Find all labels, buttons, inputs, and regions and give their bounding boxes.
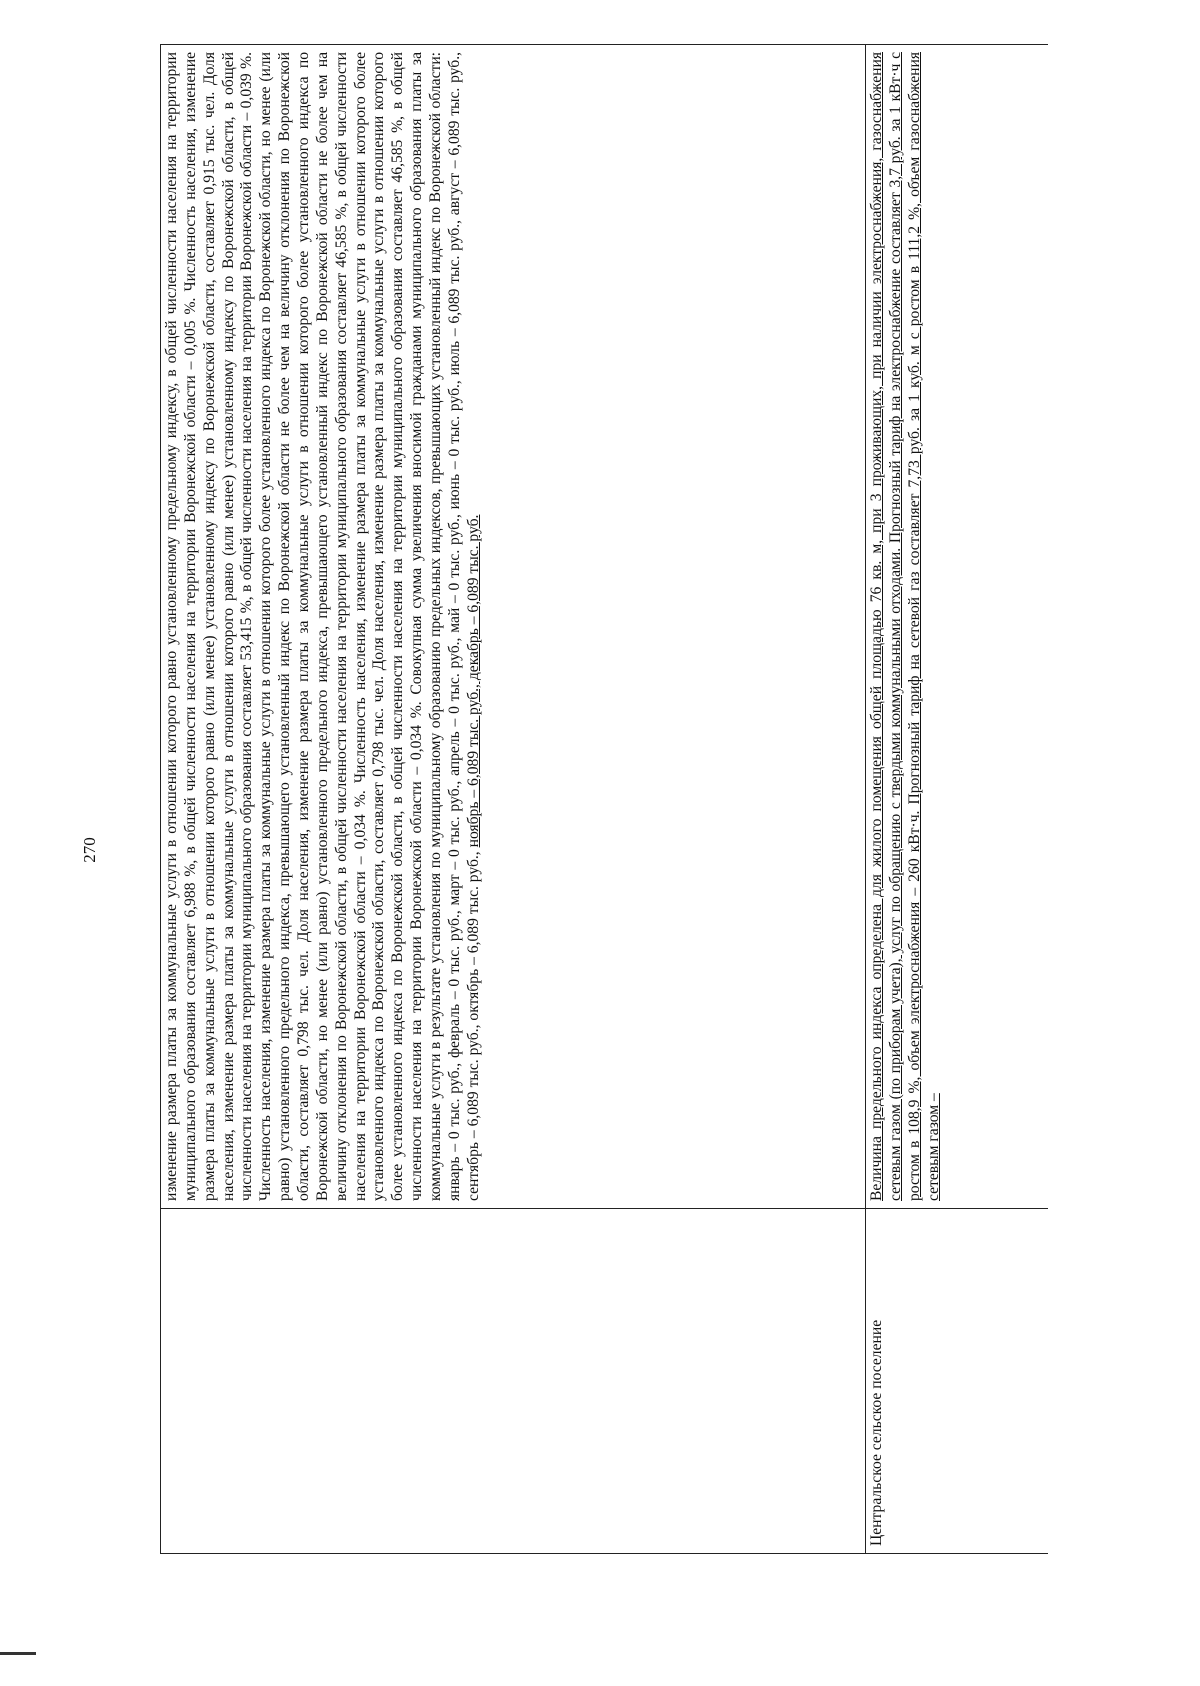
scan-edge-mark bbox=[0, 1652, 36, 1655]
page-number: 270 bbox=[80, 837, 99, 863]
description-cell bbox=[866, 45, 1049, 1209]
municipal-index-table bbox=[160, 44, 1048, 1554]
municipality-name-cell: Центральское сельское поселение bbox=[866, 1209, 1049, 1554]
description-cell bbox=[161, 45, 866, 1209]
description-text-underlined: ноябрь – 6,089 тыс. руб., декабрь – 6,089 тыс. руб. bbox=[464, 514, 482, 848]
table-row bbox=[161, 45, 866, 1554]
table-row bbox=[866, 45, 1049, 1554]
municipality-name-cell bbox=[161, 1209, 866, 1554]
description-text: изменение размера платы за коммунальные услуги в отношении которого равно установленному предельному индексу, в общей численности населения на территории муниципального образования составляет 6,988 %, в общей численности населения на территории Воронежской области – 0,005 %. Численность населения, изменение размера платы за коммунальные услуги в отношении которого равно (или менее) установленному индексу по Воронежской области, составляет 0,915 тыс. чел. Доля населения, изменение размера платы за коммунальные услуги в отношении которого равно (или менее) установленному индексу по Воронежской области, в общей численности населения на территории муниципального образования составляет 53,415 %, в общей численности населения на территории Воронежской области – 0,039 %. Численность населения, изменение размера платы за коммунальные услуги в отношении которого более установленного индекса по Воронежской области, но менее (или равно) установленного предельного индекса, превышающего установленный индекс по Воронежской области не более чем на величину отклонения по Воронежской области, составляет 0,798 тыс. чел. Доля населения, изменение размера платы за коммунальные услуги в отношении которого более установленного индекса по Воронежской области, но менее (или равно) установленного предельного индекса, превышающего установленный индекс по Воронежской области не более чем на величину отклонения по Воронежской области, в общей численности населения на территории муниципального образования составляет 46,585 %, в общей численности населения на территории Воронежской области – 0,034 %. Численность населения, изменение размера платы за коммунальные услуги в отношении которого более установленного индекса по Воронежской области, составляет 0,798 тыс. чел. Доля населения, изменение размера платы за коммунальные услуги в отношении которого более установленного индекса по Воронежской области, в общей численности населения на территории муниципального образования составляет 46,585 %, в общей численности населения на территории Воронежской области – 0,034 %. Совокупная сумма увеличения вносимой гражданами муниципального образования платы за коммунальные услуги в результате установления по муниципальному образованию предельных индексов, превышающих установленный индекс по Воронежской области: январь – 0 тыс. руб., февраль – 0 тыс. руб., март – 0 тыс. руб., апрель – 0 тыс. руб., май – 0 тыс. руб., июнь – 0 тыс. руб., июль – 6,089 тыс. руб., август – 6,089 тыс. руб., сентябрь – 6,089 тыс. руб., октябрь – 6,089 тыс. руб., bbox=[163, 52, 482, 1201]
description-text: Величина предельного индекса определена для жилого помещения общей площадью 76 кв. м, при 3 проживающих, при наличии электроснабжения, газоснабжения сетевым газом (по приборам учета), услуг по обращению с твердыми коммунальными отходами. Прогнозный тариф на электроснабжение составляет 3,7 руб. за 1 кВт·ч с ростом в 108,9 %, объем электроснабжения – 260 кВт·ч. Прогнозный тариф на сетевой газ составляет 7,73 руб. за 1 куб. м с ростом в 111,2 %, объем газоснабжения сетевым газом – bbox=[868, 52, 942, 1201]
